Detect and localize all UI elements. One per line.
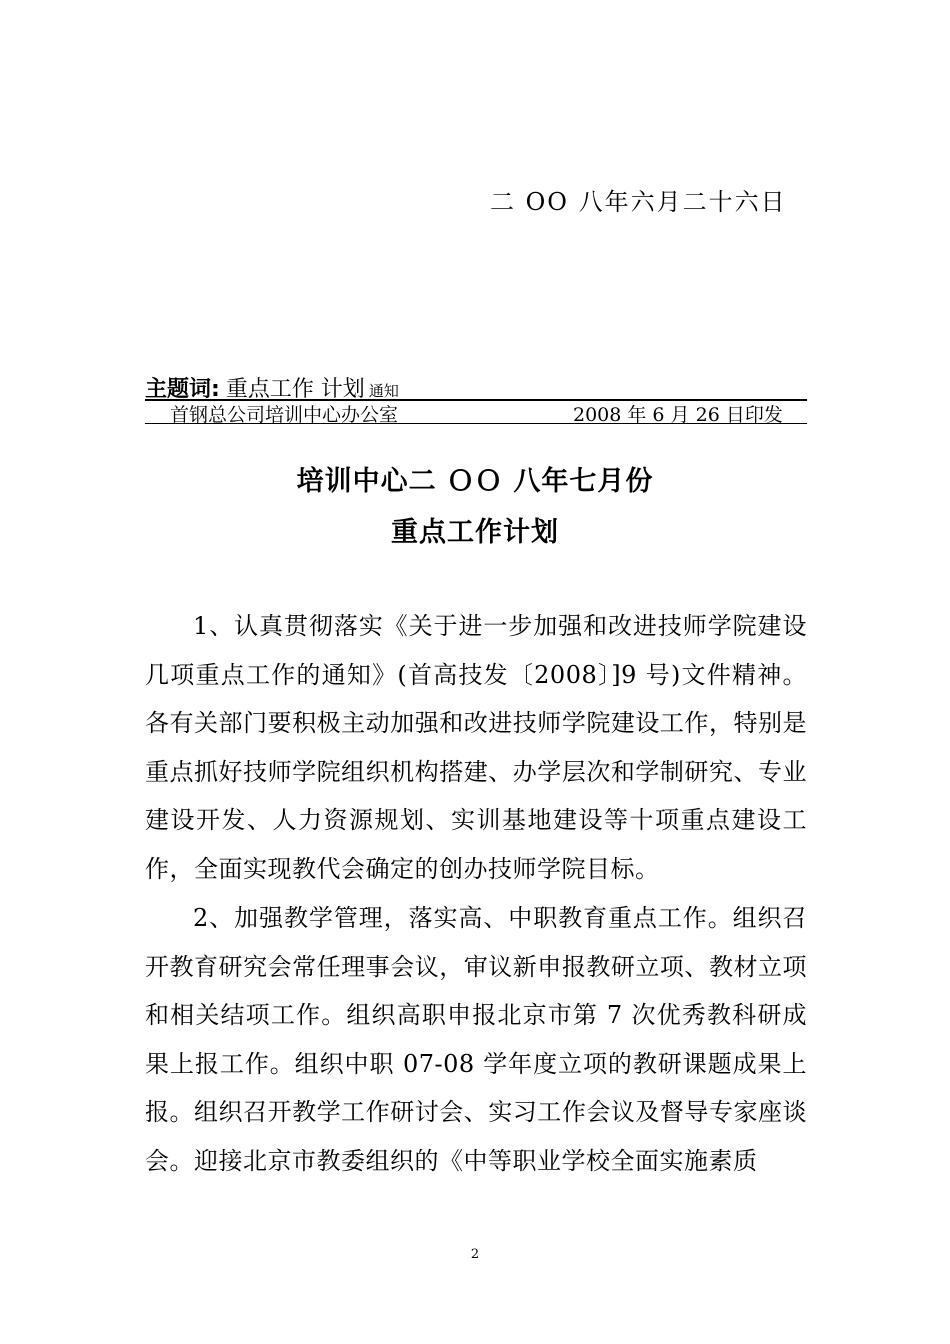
issued-date: 2008 年 6 月 26 日印发 bbox=[573, 404, 783, 426]
subject-suffix: 通知 bbox=[368, 382, 399, 400]
subject-label: 主题词: bbox=[145, 377, 220, 402]
document-title-line-1: 培训中心二 ＯＯ 八年七月份 bbox=[296, 466, 654, 497]
page-number: 2 bbox=[470, 1247, 480, 1262]
body-paragraph-2: 2、加强教学管理，落实高、中职教育重点工作。组织召开教育研究会常任理事会议，审议新申报教研立项、教材立项和相关结项工作。组织高职申报北京市第 7 次优秀教科研成果上报工作。组织中职 07-08 学年度立项的教研课题成果上报。组织召开教学工作研讨会、实习工作会议及督导专家座谈会。迎接北京市教委组织的《中等职业学校全面实施素质 bbox=[145, 904, 807, 1175]
body-paragraph-1: 1、认真贯彻落实《关于进一步加强和改进技师学院建设几项重点工作的通知》(首高技发〔2008〕]9 号)文件精神。各有关部门要积极主动加强和改进技师学院建设工作，特别是重点抓好技师学院组织机构搭建、办学层次和学制研究、专业建设开发、人力资源规划、实训基地建设等十项重点建设工作，全面实现教代会确定的创办技师学院目标。 bbox=[145, 612, 807, 883]
bottom-rule bbox=[145, 423, 807, 424]
issuer: 首钢总公司培训中心办公室 bbox=[170, 404, 399, 426]
document-title-line-2: 重点工作计划 bbox=[391, 517, 559, 548]
subject-words: 重点工作 计划 bbox=[225, 377, 365, 402]
signature-date: 二 OO 八年六月二十六日 bbox=[490, 188, 787, 216]
